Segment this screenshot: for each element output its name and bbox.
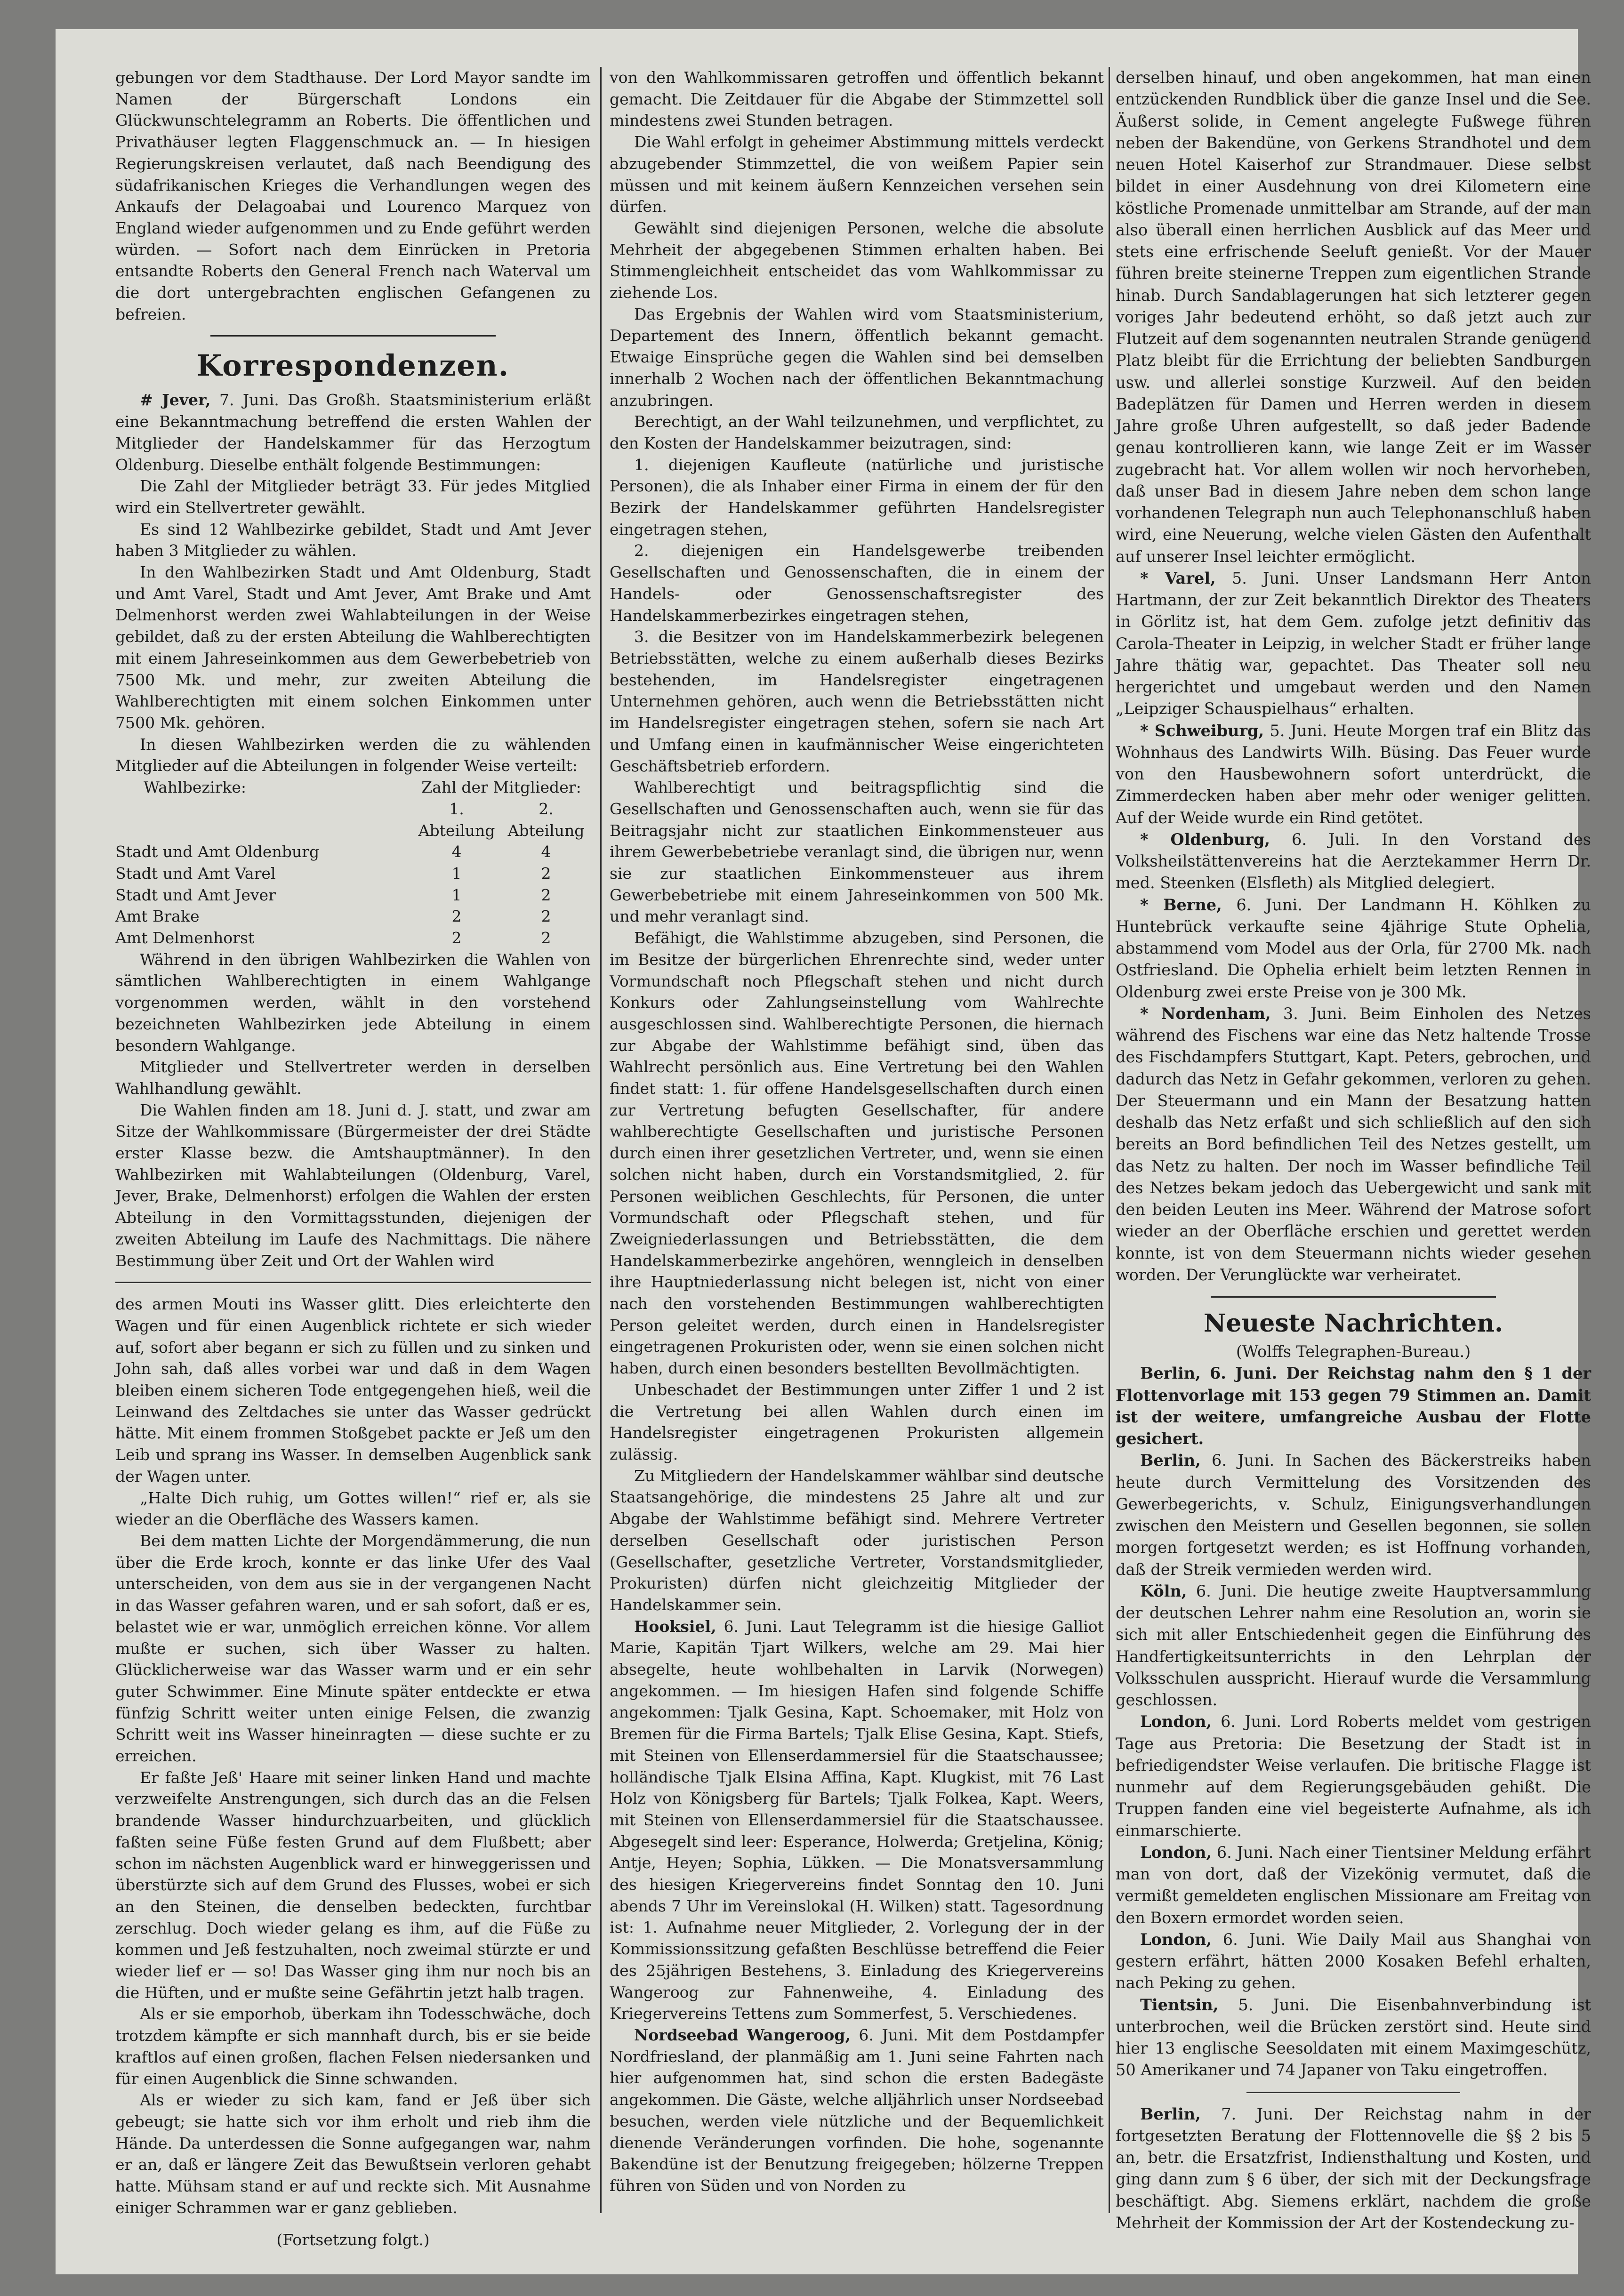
wangeroog-paragraph: [610, 2024, 1104, 2197]
london-2-dateline: London,: [1140, 1843, 1212, 1862]
jever-paragraph-3: Es sind 12 Wahlbezirke gebildet, Stadt und Amt Jever haben 3 Mitglieder zu wählen.: [115, 520, 591, 560]
table-cell-a: 2: [451, 929, 462, 947]
table-cell-name: Stadt und Amt Varel: [115, 864, 276, 883]
varel-paragraph: [1116, 568, 1591, 720]
jever-text-1: 7. Juni. Das Großh. Staatsministerium erläßt eine Bekanntmachung betreffend die ersten Wahlen der Mitglieder der Handelskammer für das Herzogtum Oldenburg. Dieselbe enthält folgende Bestimmungen:: [115, 391, 591, 474]
oldenburg-paragraph: [1116, 829, 1591, 894]
story-paragraph-4: Er faßte Jeß' Haare mit seiner linken Hand und machte verzweifelte Anstrengungen, sich durch das an die Felsen brandende Wasser hindurchzuarbeiten, und glücklich faßten seine Füße festen Grund auf dem Flußbett; aber schon im nächsten Augenblick ward er hinweggerissen und überstürzte sich auf dem Grund des Flusses, wobei er sich an den Steinen, die denselben bedeckten, furchtbar zerschlug. Doch wieder gelang es ihm, auf die Füße zu kommen und Jeß festzuhalten, noch zweimal stürzte er und wieder lief er — so! Das Wasser ging ihm nur noch bis an die Hüften, und er mußte seine Gefährtin jetzt halb tragen.: [115, 1768, 591, 2002]
table-cell-b: 2: [541, 885, 551, 904]
table-head-left: [115, 777, 412, 798]
london-3-paragraph: [1116, 1929, 1591, 1994]
table-head-left-text: Wahlbezirke:: [144, 778, 247, 797]
table-cell-a: 1: [451, 864, 462, 883]
intro-paragraph: gebungen vor dem Stadthause. Der Lord Mayor sandte im Namen der Bürgerschaft Londons ein Glückwunschtelegramm an Roberts. Die öffentlichen und Privathäuser legten Flaggenschmuck an. — In hiesigen Regierungskreisen verlautet, daß nach Beendigung des südafrikanischen Krieges die Verhandlungen wegen des Ankaufs der Delagoabai und Lourenco Marquez von England wieder aufgenommen und zu Ende geführt werden würden. — Sofort nach dem Einrücken in Pretoria entsandte Roberts den General French nach Waterval um die dort untergebrachten englischen Gefangenen zu befreien.: [115, 68, 591, 323]
london-1-paragraph: [1116, 1711, 1591, 1842]
hooksiel-text: 6. Juni. Laut Telegramm ist die hiesige Galliot Marie, Kapitän Tjart Wilkers, welche am 29. Mai hier absegelte, heute wohlbehalten in Larvik (Norwegen) angekommen. — Im hiesigen Hafen sind folgende Schiffe angekommen: Tjalk Gesina, Kapt. Schoemaker, mit Holz von Bremen für die Firma Bartels; Tjalk Elise Gesina, Kapt. Stiefs, mit Steinen von Ellenserdammersiel für die Staatschaussee; holländische Tjalk Elsina Affina, Kapt. Klugkist, mit 76 Last Holz von Königsberg für Bartels; Tjalk Folkea, Kapt. Weers, mit Steinen von Ellenserdammersiel für die Staatschaussee. Abgesegelt sind leer: Esperance, Holwerda; Gretjelina, König; Antje, Heyen; Sophia, Lükken. — Die Monatsversammlung des hiesigen Kriegervereins findet Sonntag den 10. Juni abends 7 Uhr im Vereinslokal (H. Wilken) statt. Tagesordnung ist: 1. Aufnahme neuer Mitglieder, 2. Vorlegung der in der Kommissionssitzung gefaßten Beschlüsse betreffend die Feier des 25jährigen Bestehens, 3. Einladung des Kriegervereins Wangeroog zur Fahnenweihe, 4. Einladung des Kriegervereins Tettens zum Sommerfest, 5. Verschiedenes.: [610, 1617, 1104, 2023]
col2-paragraph-5: Berechtigt, an der Wahl teilzunehmen, und verpflichtet, zu den Kosten der Handelskammer beizutragen, sind:: [610, 412, 1104, 452]
table-row: [115, 906, 591, 927]
berlin-headline-paragraph: [1116, 1363, 1591, 1450]
tientsin-text: 5. Juni. Die Eisenbahnverbindung ist unterbrochen, weil die Brücken zerstört sind. Heute sind hier 13 englische Seesoldaten mit einem Maximgeschütz, 50 Amerikaner und 74 Japaner von Taku eingetroffen.: [1116, 1995, 1591, 2079]
london-1-text: 6. Juni. Lord Roberts meldet vom gestrigen Tage aus Pretoria: Die Besetzung der Stadt ist in befriedigendster Weise verlaufen. Die britische Flagge ist nunmehr auf dem Regierungsgebäuden gehißt. Die Truppen fanden eine viel begeisterte Aufnahme, als ich einmarschierte.: [1116, 1712, 1591, 1840]
table-cell-b: 2: [541, 907, 551, 926]
table-subheader-row: [115, 798, 591, 841]
story-paragraph-2: „Halte Dich ruhig, um Gottes willen!“ rief er, als sie wieder an die Oberfläche des Wassers kamen.: [115, 1488, 591, 1529]
varel-text: 5. Juni. Unser Landsmann Herr Anton Hartmann, der zur Zeit bekanntlich Direktor des Theaters in Görlitz ist, hat dem Gem. zufolge jetzt definitiv das Carola-Theater in Leipzig, in welcher Stadt er früher lange Jahre thätig war, gepachtet. Das Theater soll neu hergerichtet und umgebaut werden und den Namen „Leipziger Schauspielhaus“ erhalten.: [1116, 569, 1591, 718]
table-row: [115, 841, 591, 863]
tientsin-paragraph: [1116, 1994, 1591, 2081]
col2-paragraph-4: Das Ergebnis der Wahlen wird vom Staatsministerium, Departement des Innern, öffentlich bekannt gemacht. Etwaige Einsprüche gegen die Wahlen sind bei demselben innerhalb 2 Wochen nach der öffentlichen Bekanntmachung anzubringen.: [610, 305, 1104, 409]
seat-distribution-table: [115, 777, 591, 949]
section-heading-neueste-nachrichten: Neueste Nachrichten.: [1203, 1309, 1503, 1338]
column-rule-1: [600, 67, 602, 2213]
story-continuation-note: (Fortsetzung folgt.): [276, 2230, 430, 2249]
jever-paragraph-7: Mitglieder und Stellvertreter werden in derselben Wahlhandlung gewählt.: [115, 1058, 591, 1098]
jever-paragraph-5: In diesen Wahlbezirken werden die zu wählenden Mitglieder auf die Abteilungen in folgender Weise verteilt:: [115, 735, 591, 775]
jever-paragraph-2: Die Zahl der Mitglieder beträgt 33. Für jedes Mitglied wird ein Stellvertreter gewählt.: [115, 477, 591, 517]
table-cell-name: Stadt und Amt Oldenburg: [115, 843, 320, 861]
berlin-2-paragraph: [1116, 1450, 1591, 1581]
berne-dateline: * Berne,: [1140, 895, 1222, 914]
column-3: [1116, 67, 1591, 2234]
col2-paragraph-6: 1. diejenigen Kaufleute (natürliche und juristische Personen), die als Inhaber einer Firma in einem der für den Bezirk der Handelskammer geführten Handelsregister eingetragen stehen,: [610, 455, 1104, 538]
table-cell-a: 1: [451, 885, 462, 904]
schweiburg-text: 5. Juni. Heute Morgen traf ein Blitz das Wohnhaus des Landwirts Wilh. Büsing. Das Feuer wurde von den Hausbewohnern sofort unterdrückt, die Zimmerdecken haben aber mehr oder weniger gelitten. Auf der Weide wurde ein Rind getötet.: [1116, 721, 1591, 827]
schweiburg-dateline: * Schweiburg,: [1140, 721, 1264, 740]
jever-paragraph-1: [115, 389, 591, 475]
london-2-paragraph: [1116, 1842, 1591, 1929]
berlin-2-text: 6. Juni. In Sachen des Bäckerstreiks haben heute durch Vermittelung des Vorsitzenden des Gewerbegerichts, v. Schulz, Einigungsverhandlungen zwischen den Meistern und Gesellen begonnen, sie sollen morgen fortgesetzt werden; es ist Hoffnung vorhanden, daß der Streik vermieden werden wird.: [1116, 1451, 1591, 1579]
nordenham-text: 3. Juni. Beim Einholen des Netzes während des Fischens war eine das Netz haltende Trosse des Fischdampfers Stuttgart, Kapt. Peters, gebrochen, und dadurch das Netz in Gefahr gekommen, verloren zu gehen. Der Steuermann und ein Mann der Besatzung hatten deshalb das Netz erfaßt und sich schließlich auf den sich bereits an Bord befindlichen Teil des Netzes gestellt, um das Netz zu halten. Der noch im Wasser befindliche Teil des Netzes bekam jedoch das Uebergewicht und sank mit den beiden Leuten ins Meer. Während der Matrose sofort wieder an der Oberfläche erschien und gerettet werden konnte, ist von dem Steuermann nichts wieder gesehen worden. Der Verunglückte war verheiratet.: [1116, 1004, 1591, 1284]
london-3-dateline: London,: [1140, 1930, 1212, 1949]
nordenham-paragraph: [1116, 1003, 1591, 1286]
story-paragraph-3: Bei dem matten Lichte der Morgendämmerung, die nun über die Erde kroch, konnte er das linke Ufer des Vaal unterscheiden, von dem aus sie in der vergangenen Nacht in das Wasser gefahren waren, und er sah sofort, daß er es, belastet wie er war, unmöglich erreichen könne. Vor allem mußte er suchen, sich über Wasser zu halten. Glücklicherweise war das Wasser warm und er ein sehr guter Schwimmer. Eine Minute später entdeckte er etwa fünfzig Schritt weiter unten einige Felsen, die zwanzig Schritt weit ins Wasser hineinragten — diese suchte er zu erreichen.: [115, 1532, 591, 1766]
feuilleton-divider: [115, 1282, 591, 1283]
hooksiel-dateline: Hooksiel,: [634, 1617, 716, 1636]
table-row: [115, 927, 591, 949]
nordenham-dateline: * Nordenham,: [1140, 1004, 1271, 1023]
table-cell-b: 2: [541, 929, 551, 947]
london-1-dateline: London,: [1140, 1712, 1212, 1731]
col2-paragraph-9: Wahlberechtigt und beitragspflichtig sind die Gesellschaften und Genossenschaften auch, wenn sie für das Beitragsjahr nicht zur staatlichen Einkommensteuer aus ihrem Gewerbebetriebe veranlagt sind, die übrigen nur, wenn sie zur staatlichen Einkommensteuer aus ihrem Gewerbebetriebe mit einem Jahreseinkommen von 500 Mk. und mehr veranlagt sind.: [610, 778, 1104, 926]
wangeroog-text: 6. Juni. Mit dem Postdampfer Nordfriesland, der planmäßig am 1. Juni seine Fahrten nach hier aufgenommen hat, sind schon die ersten Badegäste angekommen. Die Gäste, welche alljährlich unser Nordseebad besuchen, werden viele nützliche und der Bequemlichkeit dienende Veränderungen vorfinden. Die hohe, sogenannte Bakendüne ist der Benutzung freigegeben; hölzerne Treppen führen von Süden und von Norden zu: [610, 2025, 1104, 2195]
col3-paragraph-1: derselben hinauf, und oben angekommen, hat man einen entzückenden Rundblick über die ganze Insel und die See. Äußerst solide, in Cement angelegte Fußwege führen neben der Bakendüne, von Gerkens Strandhotel und dem neuen Hotel Kaiserhof zur Strandmauer. Diese selbst bildet in einer Ausdehnung von drei Kilometern eine köstliche Promenade unmittelbar am Strande, auf der man also überall einen herrlichen Ausblick auf das Meer und stets eine erfrischende Seeluft genießt. Vor der Mauer führen breite steinerne Treppen zum eigentlichen Strande hinab. Durch Sandablagerungen hat sich letzterer gegen voriges Jahr bedeutend erhöht, so daß jetzt auch zur Flutzeit auf dem sogenannten neutralen Strande genügend Platz bleibt für die Errichtung der beliebten Sandburgen usw. und allerlei sonstige Kurzweil. Auf den beiden Badeplätzen für Damen und Herren werden in diesem Jahre große Uhren aufgestellt, so daß jeder Badende genau kontrollieren kann, wie lange Zeit er im Wasser zugebracht hat. Vor allem wollen wir noch hervorheben, daß unser Bad in diesem Jahre neben dem schon lange vorhandenen Telegraph nun auch Telephonanschluß haben wird, eine Neuerung, welche vielen Gästen den Aufenthalt auf unserer Insel leichter ermöglicht.: [1116, 68, 1591, 566]
berne-text: 6. Juni. Der Landmann H. Köhlken zu Huntebrück verkaufte seine 4jährige Stute Ophelia, abstammend vom Model aus der Orla, für 2700 Mk. nach Ostfriesland. Die Ophelia erhielt beim letzten Rennen in Oldenburg zwei erste Preise von je 300 Mk.: [1116, 895, 1592, 1001]
berlin-2-dateline: Berlin,: [1140, 1451, 1201, 1470]
berne-paragraph: [1116, 894, 1591, 1003]
col2-paragraph-2: Die Wahl erfolgt in geheimer Abstimmung mittels verdeckt abzugebender Stimmzettel, die von weißem Papier sein müssen und mit keinem äußern Kennzeichen versehen sein dürfen.: [610, 133, 1104, 216]
col2-paragraph-11: Unbeschadet der Bestimmungen unter Ziffer 1 und 2 ist die Vertretung bei allen Wahlen durch einen im Handelsregister eingetragenen Prokuristen allgemein zulässig.: [610, 1380, 1104, 1463]
jever-paragraph-6: Während in den übrigen Wahlbezirken die Wahlen von sämtlichen Wahlberechtigten in einem Wahlgange vorgenommen werden, wählt in den vorstehend bezeichneten Wahlbezirken jede Abteilung in einem besondern Wahlgange.: [115, 950, 591, 1055]
section-heading-korrespondenzen: Korrespondenzen.: [196, 348, 510, 383]
story-paragraph-6: Als er wieder zu sich kam, fand er Jeß über sich gebeugt; sie hatte sich vor ihm erholt und rieb ihm die Hände. Da unterdessen die Sonne aufgegangen war, nahm er an, daß er längere Zeit das Bewußtsein verloren gehabt hatte. Mühsam stand er auf und reckte sich. Mit Ausnahme einiger Schrammen war er ganz geblieben.: [115, 2091, 591, 2217]
col2-paragraph-1: von den Wahlkommissaren getroffen und öffentlich bekannt gemacht. Die Zeitdauer für die Abgabe der Stimmzettel soll mindestens zwei Stunden betragen.: [610, 68, 1104, 130]
table-cell-b: 4: [541, 843, 551, 861]
col2-paragraph-12: Zu Mitgliedern der Handelskammer wählbar sind deutsche Staatsangehörige, die mindestens 25 Jahre alt und zur Abgabe der Wahlstimme befähigt sind. Mehrere Vertreter derselben Gesellschaft oder juristischen Person (Gesellschafter, gesetzliche Vertreter, Vorstandsmitglieder, Prokuristen) dürfen nicht gleichzeitig Mitglieder der Handelskammer sein.: [610, 1466, 1104, 1614]
news-item-divider: [1246, 2092, 1461, 2093]
varel-dateline: * Varel,: [1140, 569, 1216, 587]
london-2-text: 6. Juni. Nach einer Tientsiner Meldung erfährt man von dort, daß der Vizekönig vermutet, daß die vermißt gemeldeten englischen Missionare am Freitag von den Boxern ermordet worden seien.: [1116, 1843, 1591, 1927]
koeln-paragraph: [1116, 1581, 1591, 1711]
berlin-1-text: Der Reichstag nahm den § 1 der Flottenvorlage mit 153 gegen 79 Stimmen an. Damit ist der weitere, umfangreiche Ausbau der Flotte gesichert.: [1116, 1364, 1591, 1448]
jever-paragraph-8: Die Wahlen finden am 18. Juni d. J. statt, und zwar am Sitze der Wahlkommissare (Bürgermeister der drei Städte erster Klasse bezw. die Amtshauptmänner). In den Wahlbezirken mit Wahlabteilungen (Oldenburg, Varel, Jever, Brake, Delmenhorst) erfolgen die Wahlen der ersten Abteilung in den Vormittagsstunden, diejenigen der zweiten Abteilung im Laufe des Nachmittags. Die nähere Bestimmung über Zeit und Ort der Wahlen wird: [115, 1100, 591, 1270]
col2-paragraph-8: 3. die Besitzer von im Handelskammerbezirk belegenen Betriebsstätten, welche zu einem außerhalb dieses Bezirks bestehenden, im Handelsregister eingetragenen Unternehmen gehören, auch wenn die Betriebsstätten nicht im Handelsregister eingetragen stehen, sofern sie nach Art und Umfang einen in kaufmännischer Weise eingerichteten Geschäftsbetrieb erfordern.: [610, 627, 1104, 775]
berlin-3-paragraph: [1116, 2103, 1591, 2234]
table-cell-name: Amt Delmenhorst: [115, 929, 255, 947]
col2-paragraph-10: Befähigt, die Wahlstimme abzugeben, sind Personen, die im Besitze der bürgerlichen Ehrenrechte sind, weder unter Vormundschaft noch Pflegschaft stehen und nicht durch Konkurs oder Zahlungseinstellung vom Wahlrechte ausgeschlossen sind. Wahlberechtigte Personen, die hiernach zur Abgabe der Wahlstimme befähigt sind, üben das Wahlrecht persönlich aus. Eine Vertretung bei den Wahlen findet statt: 1. für offene Handelsgesellschaften durch einen zur Vertretung befugten Gesellschafter, für andere wahlberechtigte Gesellschaften und juristische Personen durch einen ihrer gesetzlichen Vertreter, und, wenn sie einen solchen nicht haben, durch ein Vorstandsmitglied, 2. für Personen weiblichen Geschlechts, für Personen, die unter Vormundschaft oder Pflegschaft stehen, und für Zweigniederlassungen und Betriebsstätten, die dem Handelskammerbezirke angehören, wenngleich in denselben ihre Hauptniederlassung nicht belegen ist, nicht von einer nach den vorstehenden Bestimmungen wahlberechtigten Person geleitet werden, durch einen in Handelsregister eingetragenen Prokuristen oder, wenn sie einen solchen nicht haben, durch einen besonders bestellten Bevollmächtigten.: [610, 929, 1104, 1378]
table-row: [115, 884, 591, 906]
table-subheader-empty: [115, 798, 412, 841]
table-cell-b: 2: [541, 864, 551, 883]
wangeroog-dateline: Nordseebad Wangeroog,: [634, 2025, 851, 2044]
news-divider: [1211, 1296, 1496, 1298]
jever-dateline: # Jever,: [140, 391, 211, 409]
column-rule-2: [1109, 67, 1110, 2213]
table-col-1-header: 1. Abteilung: [418, 799, 495, 840]
column-1: [115, 67, 591, 2250]
news-source: (Wolffs Telegraphen-Bureau.): [1236, 1342, 1471, 1361]
table-cell-name: Stadt und Amt Jever: [115, 885, 276, 904]
berlin-3-dateline: Berlin,: [1140, 2104, 1201, 2123]
col2-paragraph-7: 2. diejenigen ein Handelsgewerbe treibenden Gesellschaften und Genossenschaften, die in einem der Handels- oder Genossenschaftsregister des Handelskammerbezirkes eingetragen stehen,: [610, 541, 1104, 625]
story-paragraph-1: des armen Mouti ins Wasser glitt. Dies erleichterte den Wagen und für einen Augenblick richtete er sich wieder auf, sofort aber begann er sich zu füllen und zu sinken und John sah, daß alles vorbei war und daß in dem Wagen bleiben einem sicheren Tode entgegengehen hieß, weil die Leinwand des Zeltdaches sie unter das Wasser gedrückt hätte. Mit einem frommen Stoßgebet packte er Jeß um den Leib und sprang ins Wasser. In demselben Augenblick sank der Wagen unter.: [115, 1295, 591, 1485]
table-col-2-header: 2. Abteilung: [507, 799, 585, 840]
section-divider: [210, 335, 496, 337]
oldenburg-dateline: * Oldenburg,: [1140, 830, 1270, 849]
koeln-text: 6. Juni. Die heutige zweite Hauptversammlung der deutschen Lehrer nahm eine Resolution an, worin sie sich mit aller Entschiedenheit gegen die Einführung des Handfertigkeitsunterrichts in den Lehrplan der Volksschulen ausspricht. Hierauf wurde die Versammlung geschlossen.: [1116, 1582, 1591, 1709]
table-cell-a: 4: [451, 843, 462, 861]
hooksiel-paragraph: [610, 1616, 1104, 2024]
london-3-text: 6. Juni. Wie Daily Mail aus Shanghai von gestern erfährt, hätten 2000 Kosaken Befehl erhalten, nach Peking zu gehen.: [1116, 1930, 1591, 1992]
table-cell-name: Amt Brake: [115, 907, 200, 926]
table-head-right: Zahl der Mitglieder:: [421, 778, 581, 797]
newspaper-page: [56, 29, 1592, 2274]
berlin-3-text: 7. Juni. Der Reichstag nahm in der fortgesetzten Beratung der Flottennovelle die §§ 2 bis 5 an, betr. die Ersatzfrist, Indiensthaltung und Kosten, und ging dann zum § 6 über, der sich mit der Deckungsfrage beschäftigt. Abg. Siemens erklärt, nachdem die große Mehrheit der Kommission der Art der Kostendeckung zu-: [1116, 2104, 1591, 2232]
table-cell-a: 2: [451, 907, 462, 926]
column-2: [610, 67, 1104, 2197]
table-row: [115, 863, 591, 884]
jever-paragraph-4: In den Wahlbezirken Stadt und Amt Oldenburg, Stadt und Amt Varel, Stadt und Amt Jever, Amt Brake und Amt Delmenhorst werden zwei Wahlabteilungen in der Weise gebildet, daß zu der ersten Abteilung die Wahlberechtigten mit einem Jahreseinkommen aus dem Gewerbebetrieb von 7500 Mk. und mehr, zur zweiten Abteilung die Wahlberechtigten mit einem solchen Einkommen unter 7500 Mk. gehören.: [115, 563, 591, 732]
berlin-1-dateline: Berlin, 6. Juni.: [1140, 1364, 1278, 1383]
story-paragraph-5: Als er sie emporhob, überkam ihn Todesschwäche, doch trotzdem kämpfte er sich mannhaft durch, bis er sie beide kraftlos auf einen großen, flachen Felsen niedersanken und für einen Augenblick die Sinne schwanden.: [115, 2005, 591, 2088]
oldenburg-text: 6. Juli. In den Vorstand des Volksheilstättenvereins hat die Aerztekammer Herrn Dr. med. Steenken (Elsfleth) als Mitglied delegiert.: [1116, 830, 1591, 892]
col2-paragraph-3: Gewählt sind diejenigen Personen, welche die absolute Mehrheit der abgegebenen Stimmen erhalten haben. Bei Stimmengleichheit entscheidet das vom Wahlkommissar zu ziehende Los.: [610, 218, 1104, 302]
table-header-row: [115, 777, 591, 798]
koeln-dateline: Köln,: [1140, 1582, 1187, 1600]
tientsin-dateline: Tientsin,: [1140, 1995, 1219, 2014]
schweiburg-paragraph: [1116, 720, 1591, 829]
